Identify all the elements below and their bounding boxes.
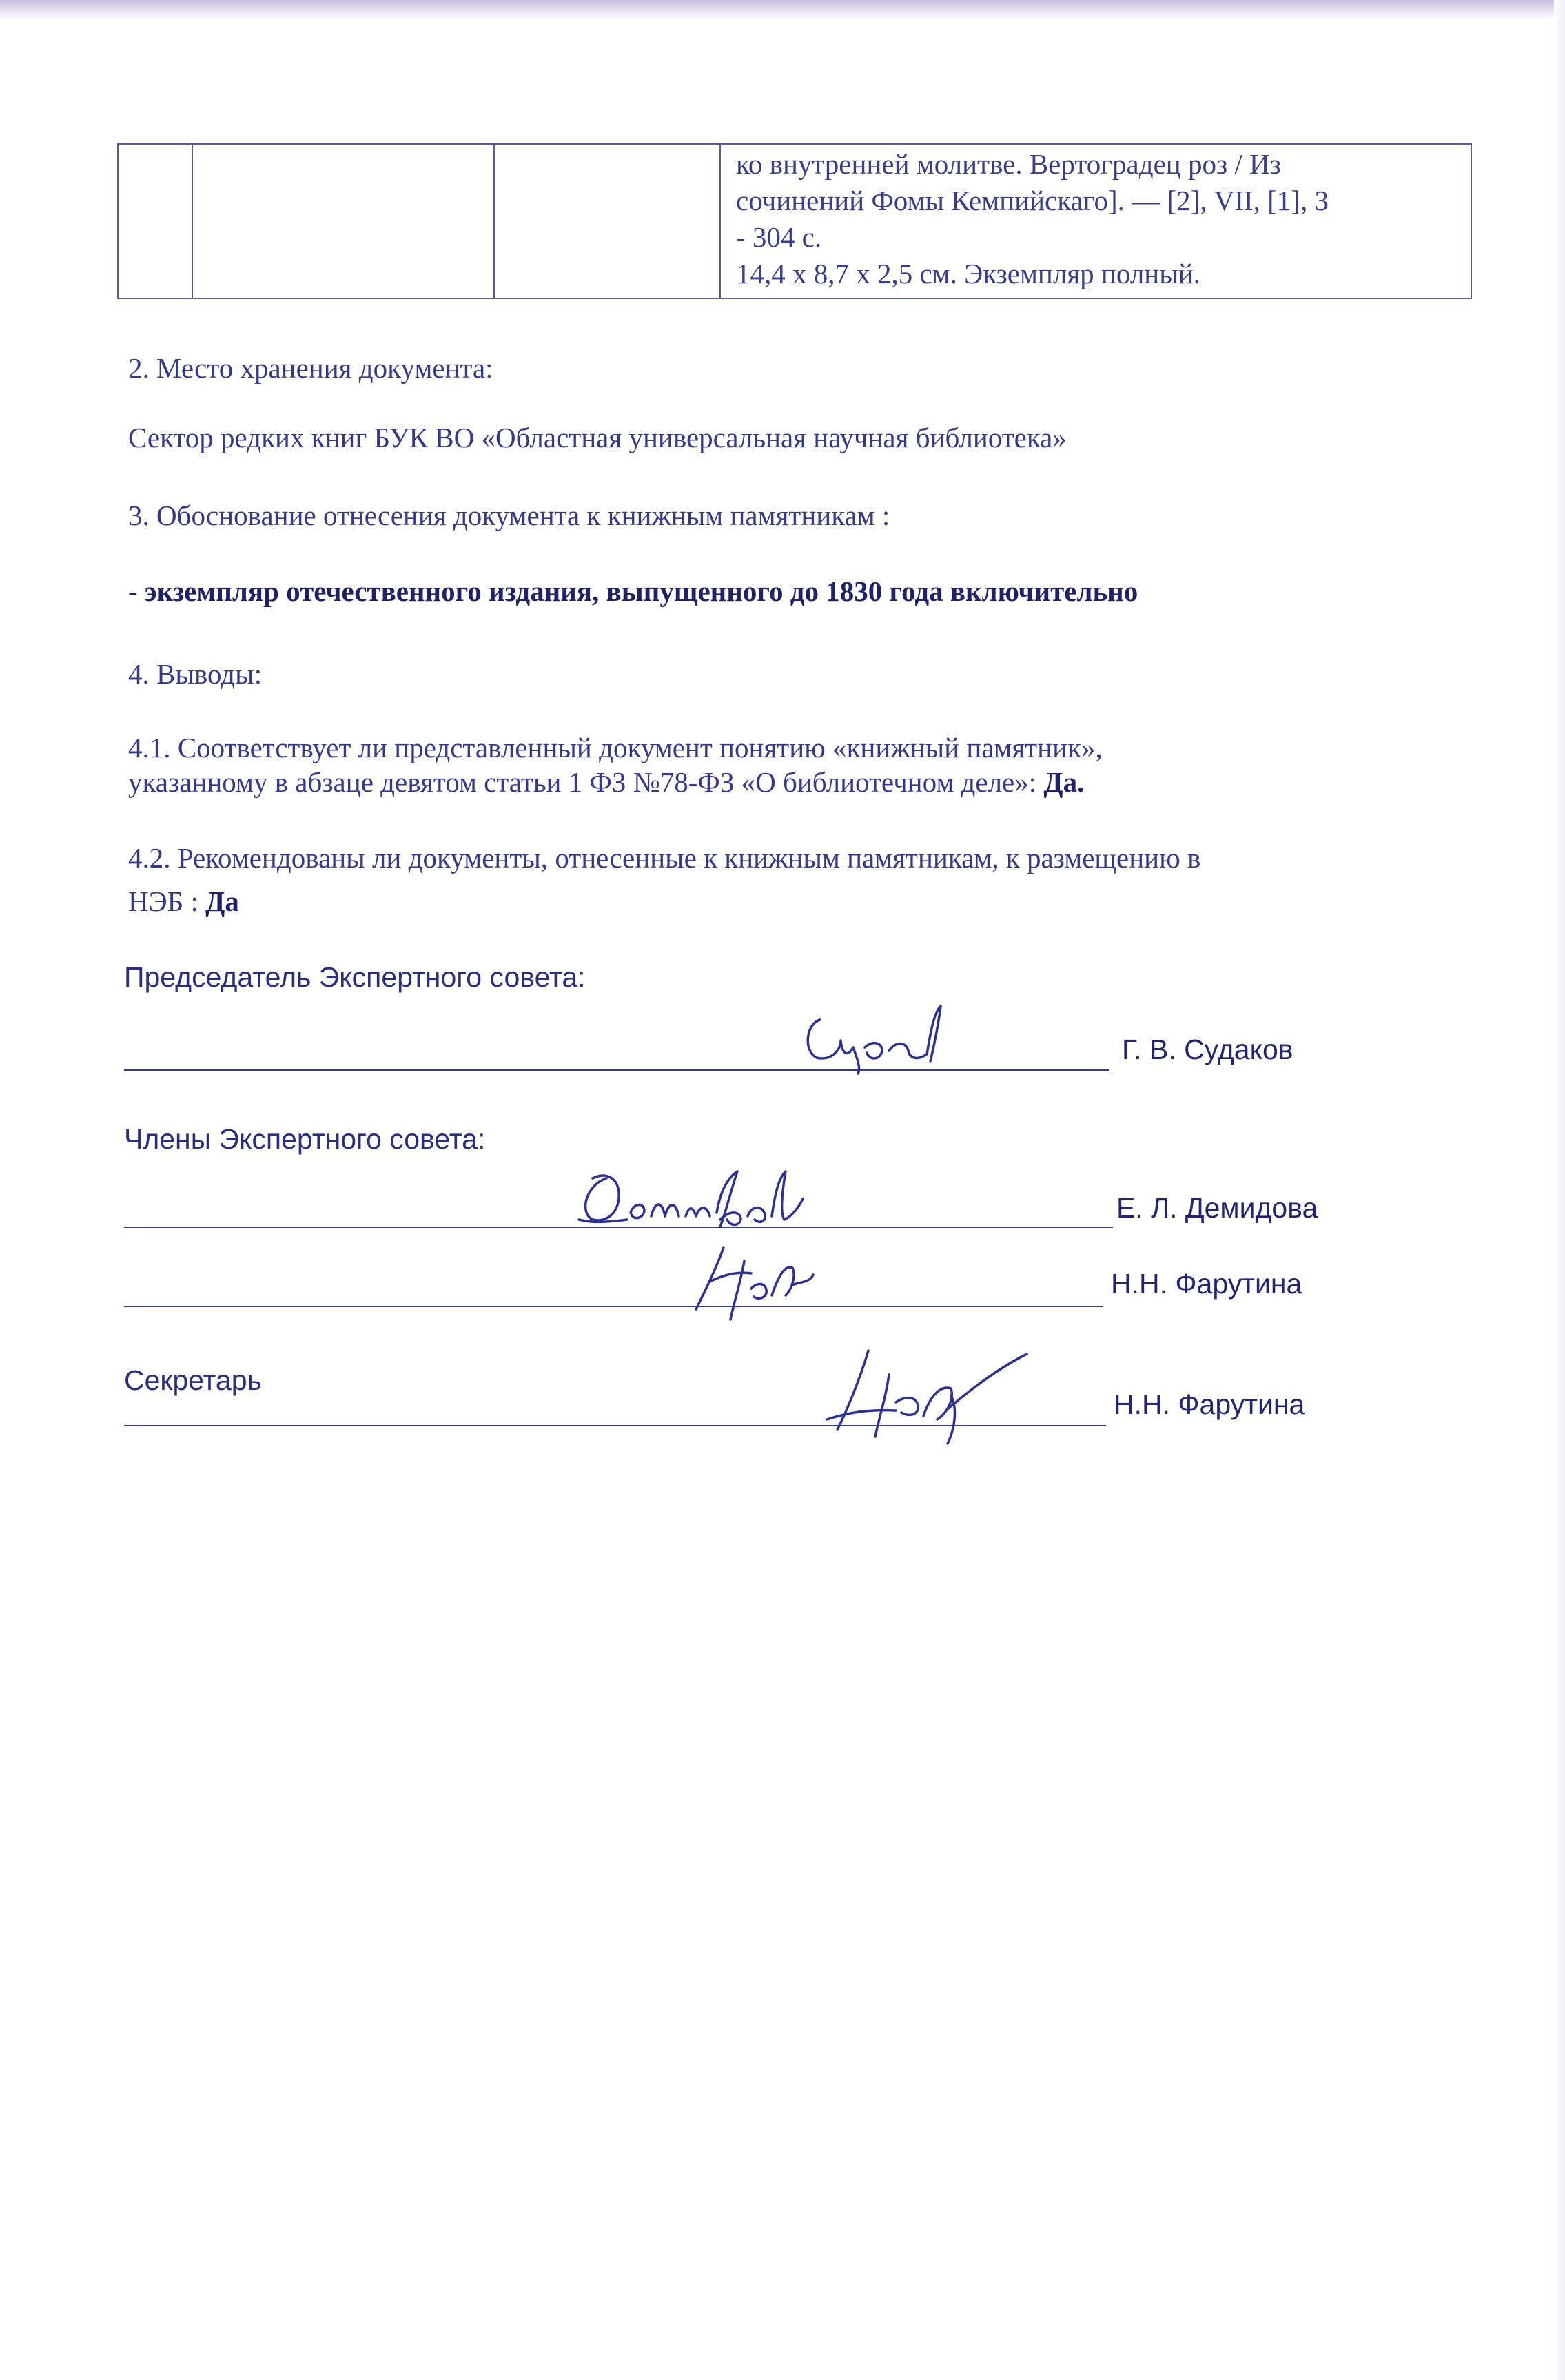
secretary-label: Секретарь — [124, 1364, 262, 1396]
section-3-heading: 3. Обоснование отнесения документа к книжным памятникам : — [128, 500, 890, 531]
justification-value: - экземпляр отечественного издания, выпущенного до 1830 года включительно — [128, 575, 1138, 607]
member1-name: Е. Л. Демидова — [1116, 1192, 1318, 1224]
section-2-heading: 2. Место хранения документа: — [128, 352, 493, 384]
chair-signature — [792, 992, 972, 1075]
document-table-fragment — [117, 143, 1472, 299]
section-4-heading: 4. Выводы: — [128, 658, 263, 690]
table-cell-empty — [494, 144, 720, 298]
chair-name: Г. В. Судаков — [1122, 1034, 1293, 1065]
conclusion-4-2-answer: Да — [205, 885, 239, 917]
conclusion-4-2-line1: 4.2. Рекомендованы ли документы, отнесенные к книжным памятникам, к размещению в — [128, 842, 1201, 874]
table-cell-number — [118, 144, 192, 298]
description-line: сочинений Фомы Кемпийскаго]. — [2], VII, [1], 3 — [736, 185, 1329, 216]
description-line: ко внутренней молитве. Вертоградец роз / Из — [736, 148, 1281, 180]
page-top-edge — [0, 0, 1565, 19]
table-cell-empty — [192, 144, 494, 298]
storage-location: Сектор редких книг БУК ВО «Областная универсальная научная библиотека» — [128, 422, 1067, 453]
chair-label: Председатель Экспертного совета: — [124, 961, 586, 993]
member1-signature — [565, 1151, 827, 1240]
member2-signature-line — [124, 1306, 1103, 1307]
page-right-edge — [1554, 0, 1565, 2380]
member2-name: Н.Н. Фарутина — [1111, 1268, 1302, 1300]
table-row — [118, 144, 1471, 298]
conclusion-4-1-text: указанному в абзаце девятом статьи 1 ФЗ №78-ФЗ «О библиотечном деле»: — [128, 766, 1037, 798]
secretary-signature — [820, 1333, 1061, 1450]
conclusion-4-1-answer: Да. — [1043, 766, 1085, 798]
member2-signature — [682, 1233, 861, 1330]
description-line: 14,4 х 8,7 х 2,5 см. Экземпляр полный. — [736, 258, 1200, 289]
conclusion-4-1-line1: 4.1. Соответствует ли представленный документ понятию «книжный памятник», — [128, 732, 1103, 763]
members-label: Члены Экспертного совета: — [124, 1123, 486, 1155]
description-line: - 304 с. — [736, 221, 822, 253]
conclusion-4-1-line2 — [128, 761, 1084, 803]
table-cell-description — [720, 144, 1471, 298]
conclusion-4-2-line2 — [128, 881, 239, 922]
secretary-name: Н.Н. Фарутина — [1114, 1388, 1305, 1420]
conclusion-4-2-text: НЭБ : — [128, 885, 198, 917]
